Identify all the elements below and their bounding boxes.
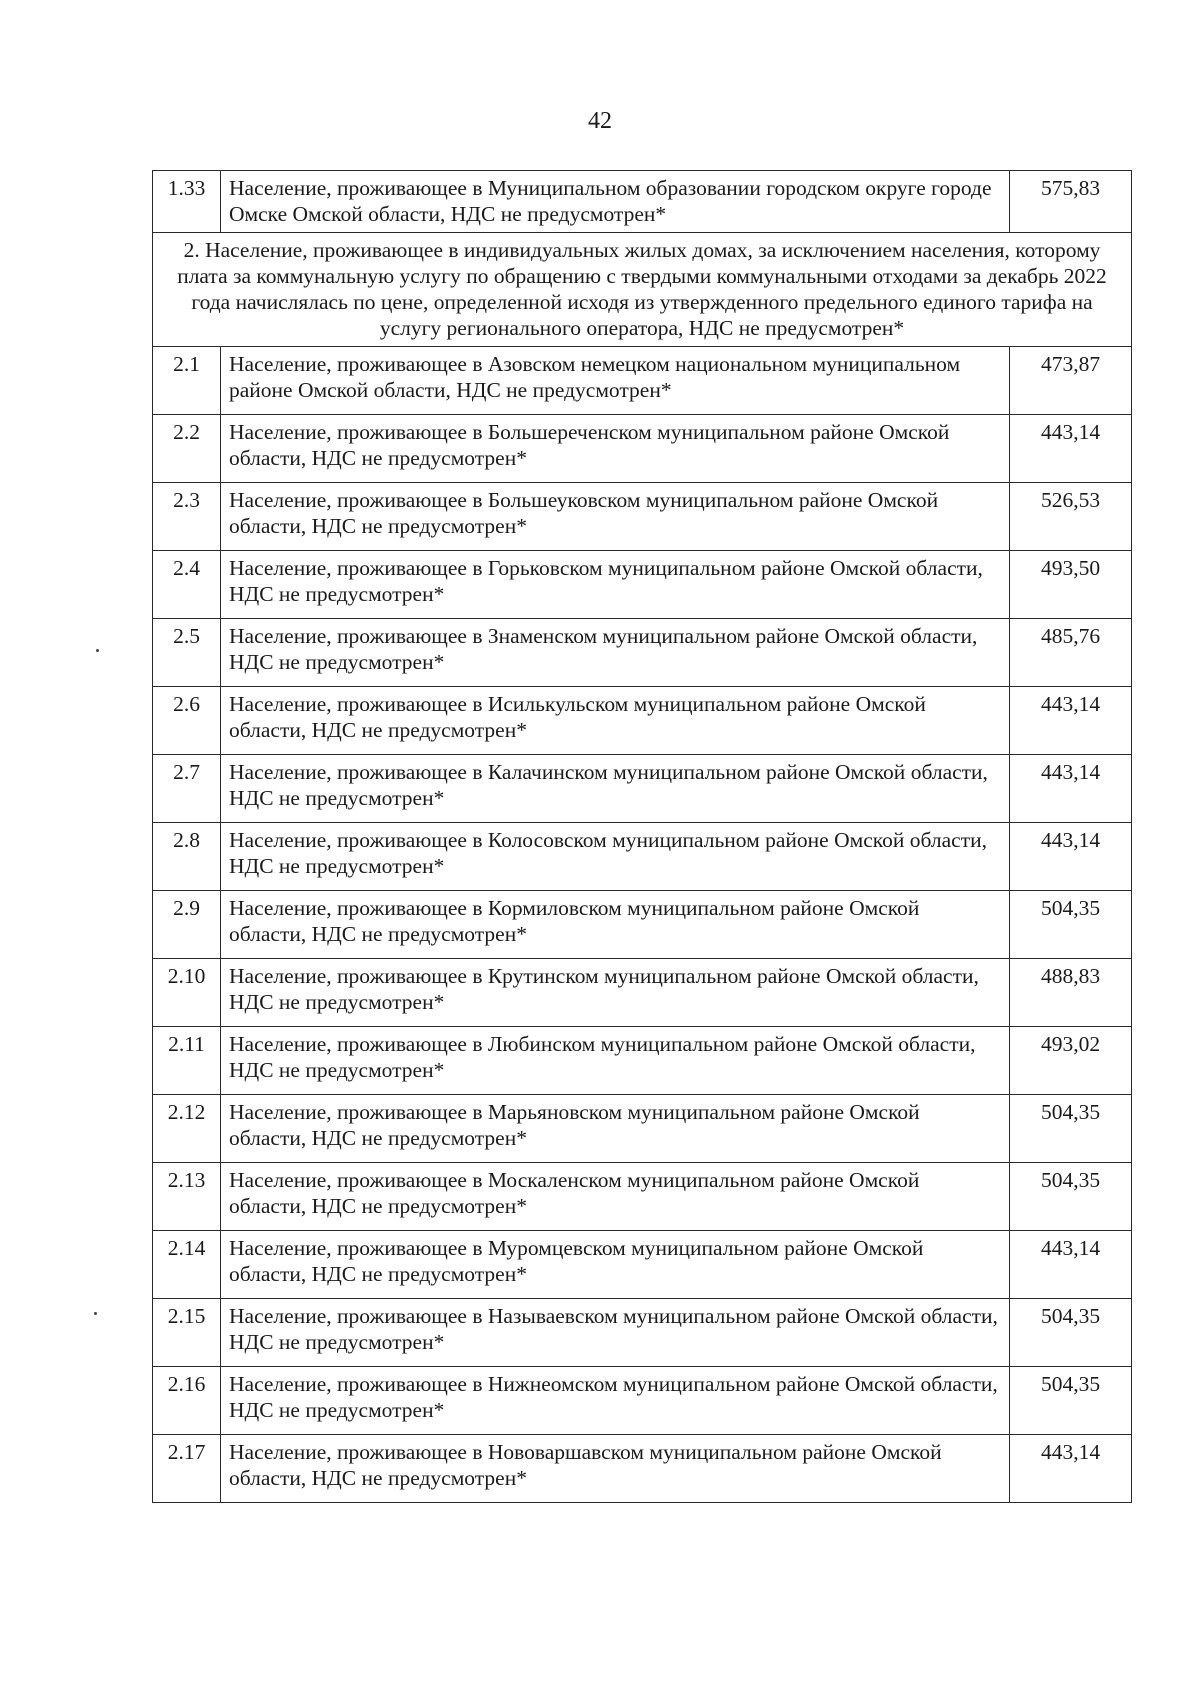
row-description: Население, проживающее в Колосовском муниципальном районе Омской области, НДС не предусмотрен* — [221, 823, 1010, 891]
scan-dot — [96, 649, 99, 652]
scan-dot — [94, 1312, 97, 1315]
page-number: 42 — [588, 108, 612, 134]
row-tariff-value: 493,50 — [1010, 551, 1132, 619]
row-description: Население, проживающее в Калачинском муниципальном районе Омской области, НДС не предусмотрен* — [221, 755, 1010, 823]
row-tariff-value: 504,35 — [1010, 891, 1132, 959]
row-number: 2.7 — [153, 755, 221, 823]
row-number: 2.4 — [153, 551, 221, 619]
row-description: Население, проживающее в Горьковском муниципальном районе Омской области, НДС не предусмотрен* — [221, 551, 1010, 619]
section-heading: 2. Население, проживающее в индивидуальных жилых домах, за исключением населения, которому плата за коммунальную услугу по обращению с твердыми коммунальными отходами за декабрь 2022 года начислялась по цене, определенной исходя из утвержденного предельного единого тарифа на услугу регионального оператора, НДС не предусмотрен* — [153, 233, 1132, 347]
row-description: Население, проживающее в Азовском немецком национальном муниципальном районе Омской области, НДС не предусмотрен* — [221, 347, 1010, 415]
row-description: Население, проживающее в Марьяновском муниципальном районе Омской области, НДС не предусмотрен* — [221, 1095, 1010, 1163]
row-description: Население, проживающее в Знаменском муниципальном районе Омской области, НДС не предусмотрен* — [221, 619, 1010, 687]
row-tariff-value: 485,76 — [1010, 619, 1132, 687]
row-tariff-value: 443,14 — [1010, 823, 1132, 891]
row-number: 2.13 — [153, 1163, 221, 1231]
tariff-table — [152, 170, 1132, 1503]
row-number: 2.8 — [153, 823, 221, 891]
row-tariff-value: 504,35 — [1010, 1095, 1132, 1163]
table-row — [153, 755, 1132, 823]
tariff-table-body — [153, 171, 1132, 1503]
table-row — [153, 551, 1132, 619]
row-number: 2.9 — [153, 891, 221, 959]
row-tariff-value: 488,83 — [1010, 959, 1132, 1027]
row-tariff-value: 526,53 — [1010, 483, 1132, 551]
row-number: 2.1 — [153, 347, 221, 415]
row-number: 2.10 — [153, 959, 221, 1027]
row-description: Население, проживающее в Большереченском муниципальном районе Омской области, НДС не предусмотрен* — [221, 415, 1010, 483]
row-description: Население, проживающее в Москаленском муниципальном районе Омской области, НДС не предусмотрен* — [221, 1163, 1010, 1231]
table-row — [153, 483, 1132, 551]
row-tariff-value: 443,14 — [1010, 755, 1132, 823]
table-row — [153, 1367, 1132, 1435]
row-description: Население, проживающее в Нижнеомском муниципальном районе Омской области, НДС не предусмотрен* — [221, 1367, 1010, 1435]
row-tariff-value: 504,35 — [1010, 1367, 1132, 1435]
row-description: Население, проживающее в Кормиловском муниципальном районе Омской области, НДС не предусмотрен* — [221, 891, 1010, 959]
table-row — [153, 687, 1132, 755]
table-row — [153, 959, 1132, 1027]
table-row — [153, 619, 1132, 687]
row-description: Население, проживающее в Муромцевском муниципальном районе Омской области, НДС не предусмотрен* — [221, 1231, 1010, 1299]
table-row — [153, 1435, 1132, 1503]
table-row — [153, 347, 1132, 415]
table-row — [153, 1163, 1132, 1231]
row-number: 2.16 — [153, 1367, 221, 1435]
row-tariff-value: 443,14 — [1010, 687, 1132, 755]
row-description: Население, проживающее в Большеуковском муниципальном районе Омской области, НДС не предусмотрен* — [221, 483, 1010, 551]
section-heading-row — [153, 233, 1132, 347]
row-tariff-value: 443,14 — [1010, 1231, 1132, 1299]
row-description: Население, проживающее в Называевском муниципальном районе Омской области, НДС не предусмотрен* — [221, 1299, 1010, 1367]
row-description: Население, проживающее в Крутинском муниципальном районе Омской области, НДС не предусмотрен* — [221, 959, 1010, 1027]
row-number: 2.15 — [153, 1299, 221, 1367]
table-row — [153, 1095, 1132, 1163]
table-row — [153, 1231, 1132, 1299]
row-number: 2.11 — [153, 1027, 221, 1095]
row-description: Население, проживающее в Муниципальном образовании городском округе городе Омске Омской области, НДС не предусмотрен* — [221, 171, 1010, 233]
row-tariff-value: 493,02 — [1010, 1027, 1132, 1095]
row-number: 2.5 — [153, 619, 221, 687]
table-row — [153, 415, 1132, 483]
row-number: 2.6 — [153, 687, 221, 755]
row-description: Население, проживающее в Нововаршавском муниципальном районе Омской области, НДС не предусмотрен* — [221, 1435, 1010, 1503]
row-tariff-value: 504,35 — [1010, 1299, 1132, 1367]
row-number: 2.3 — [153, 483, 221, 551]
table-row — [153, 1299, 1132, 1367]
row-description: Население, проживающее в Любинском муниципальном районе Омской области, НДС не предусмотрен* — [221, 1027, 1010, 1095]
table-row — [153, 891, 1132, 959]
row-tariff-value: 443,14 — [1010, 1435, 1132, 1503]
row-number: 2.12 — [153, 1095, 221, 1163]
table-row — [153, 171, 1132, 233]
row-tariff-value: 443,14 — [1010, 415, 1132, 483]
row-description: Население, проживающее в Исилькульском муниципальном районе Омской области, НДС не предусмотрен* — [221, 687, 1010, 755]
row-number: 2.17 — [153, 1435, 221, 1503]
row-tariff-value: 575,83 — [1010, 171, 1132, 233]
row-number: 2.2 — [153, 415, 221, 483]
row-tariff-value: 504,35 — [1010, 1163, 1132, 1231]
row-number: 2.14 — [153, 1231, 221, 1299]
table-row — [153, 1027, 1132, 1095]
row-number: 1.33 — [153, 171, 221, 233]
table-row — [153, 823, 1132, 891]
row-tariff-value: 473,87 — [1010, 347, 1132, 415]
